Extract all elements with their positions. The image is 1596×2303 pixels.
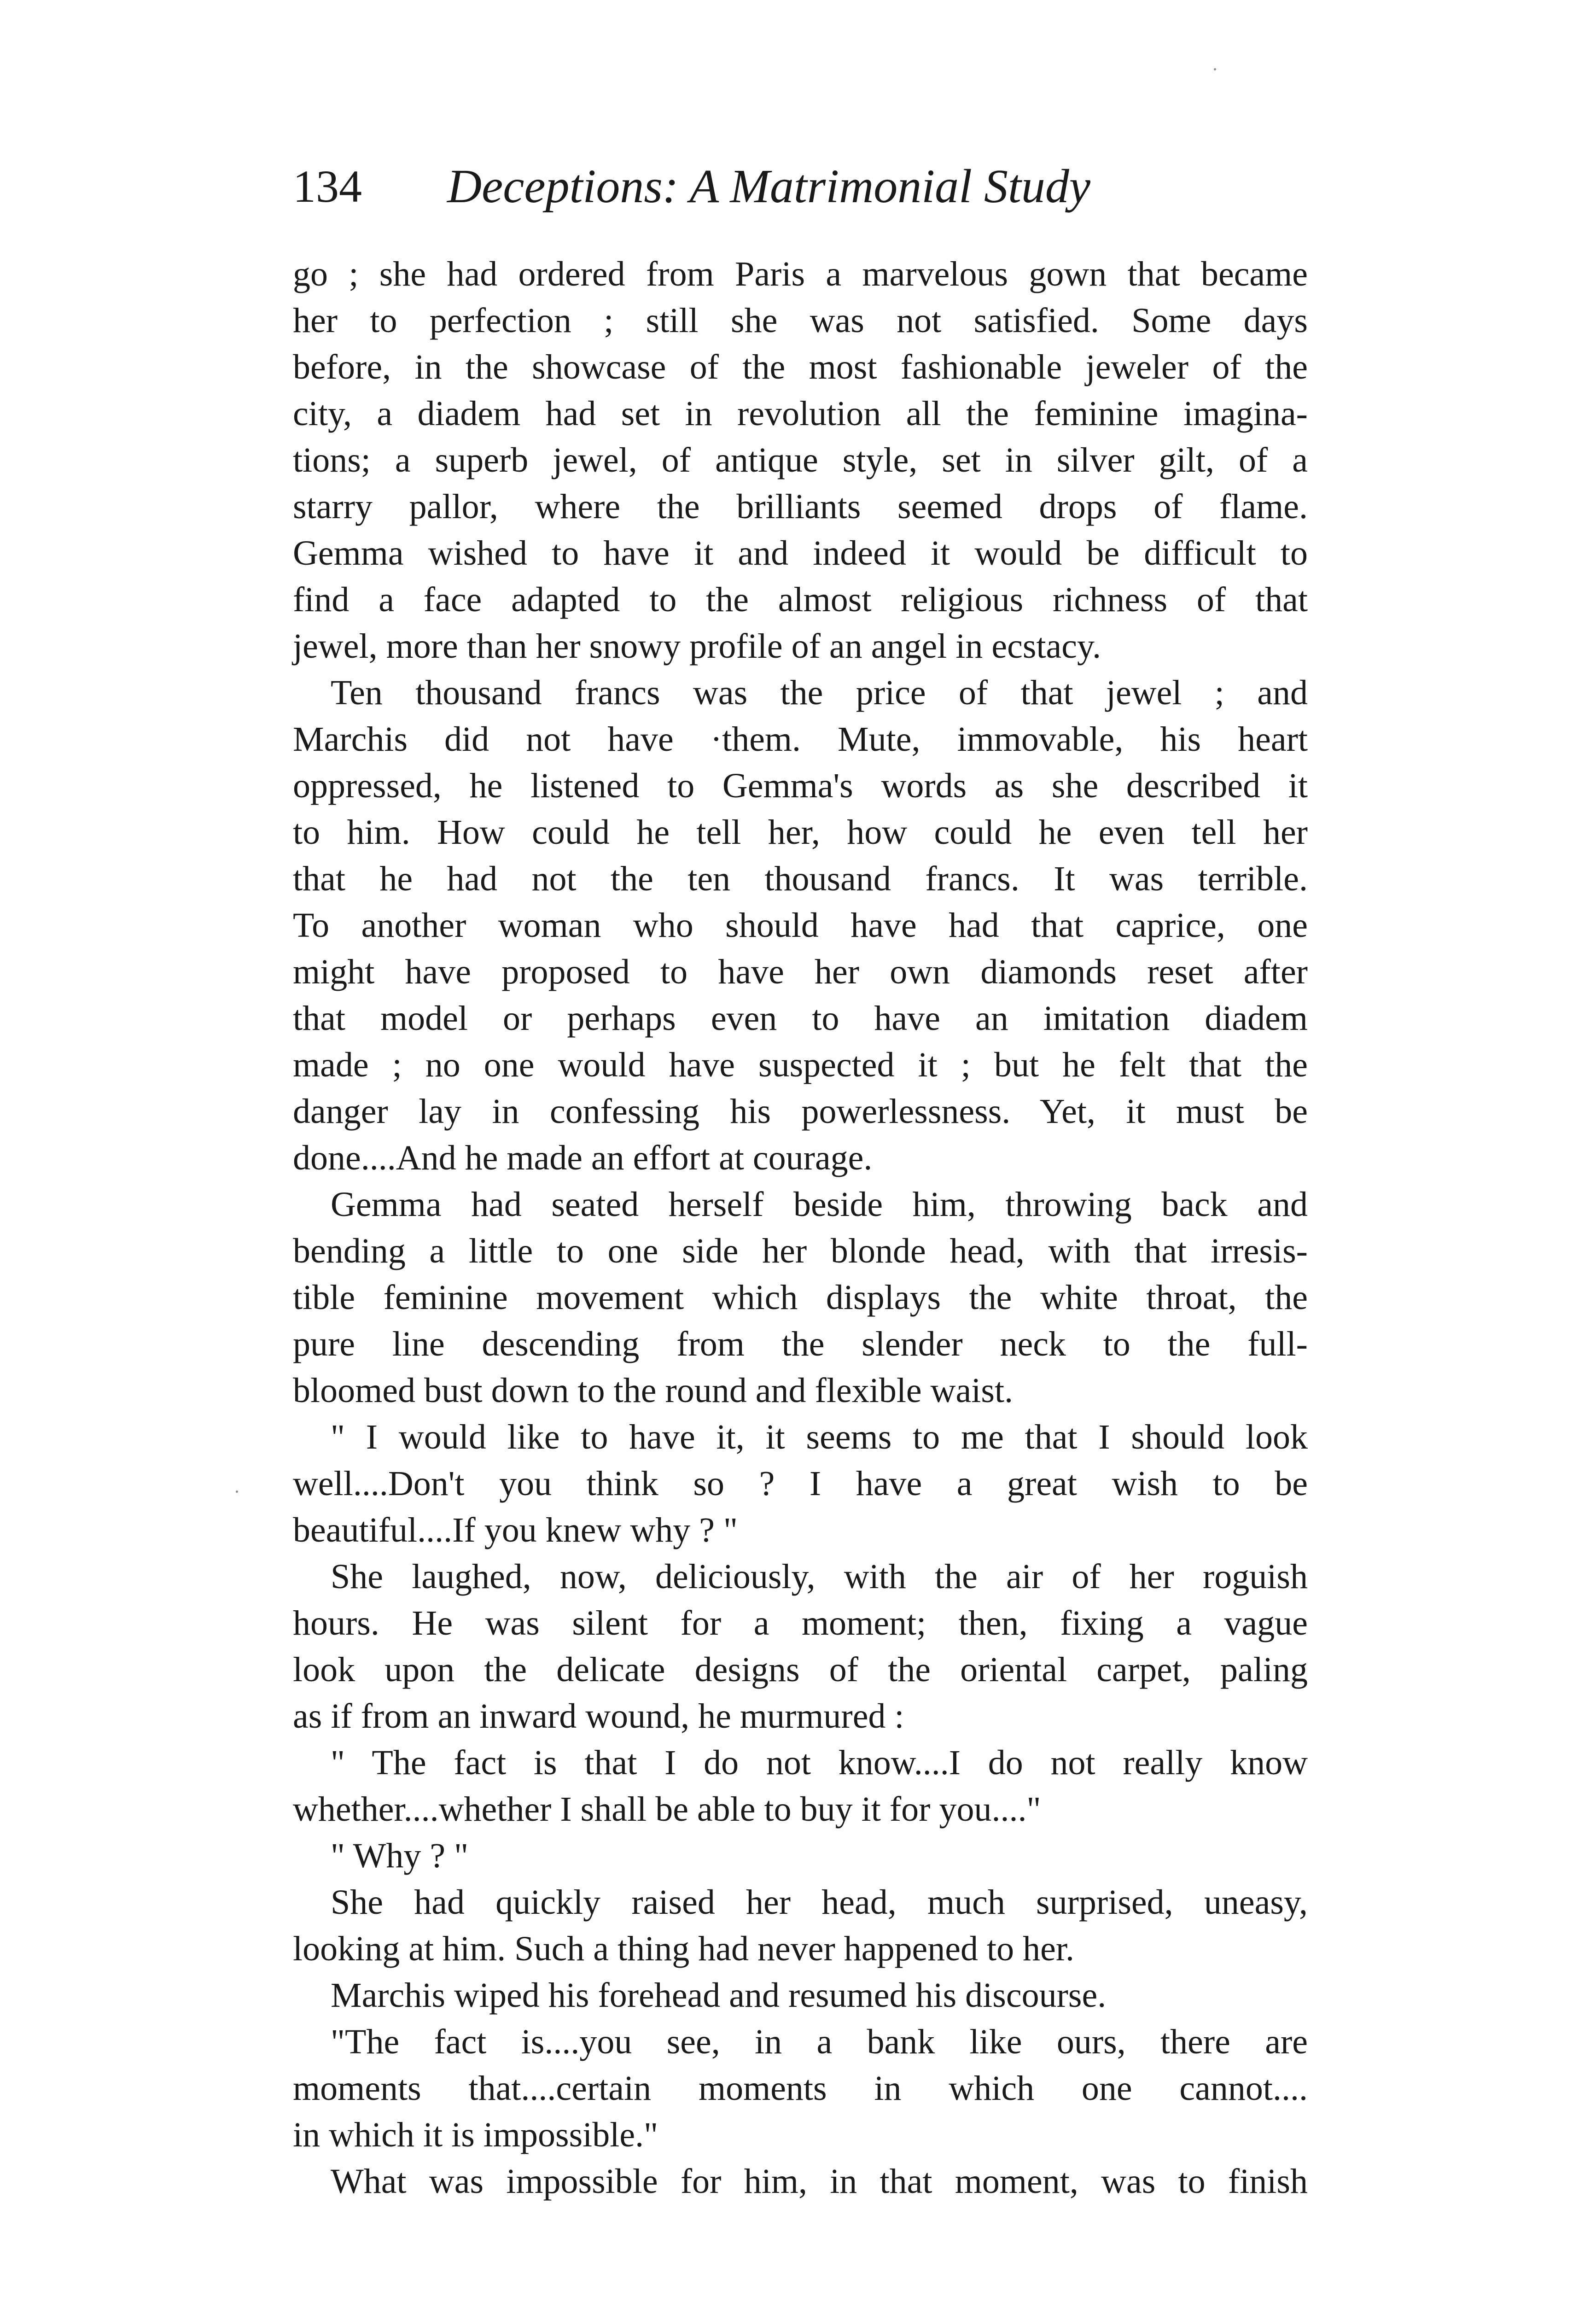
text-line: whether....whether I shall be able to buy it for you...." xyxy=(293,1790,1041,1829)
text-line: her to perfection ; still she was not satisfied. Some days xyxy=(293,301,1308,340)
text-line: Ten thousand francs was the price of that jewel ; and xyxy=(331,673,1308,712)
text-line: She laughed, now, deliciously, with the air of her roguish xyxy=(331,1557,1308,1596)
text-line: " Why ? " xyxy=(331,1836,469,1875)
text-line: that model or perhaps even to have an imitation diadem xyxy=(293,999,1308,1038)
text-line: jewel, more than her snowy profile of an angel in ecstacy. xyxy=(293,627,1101,666)
text-line: done....And he made an effort at courage. xyxy=(293,1139,873,1177)
text-line: " I would like to have it, it seems to me that I should look xyxy=(331,1418,1308,1456)
text-line: Marchis did not have ·them. Mute, immovable, his heart xyxy=(293,720,1308,759)
text-line: bending a little to one side her blonde head, with that irresis- xyxy=(293,1232,1308,1270)
text-line: Marchis wiped his forehead and resumed his discourse. xyxy=(331,1976,1107,2015)
page-number: 134 xyxy=(293,161,362,212)
text-line: to him. How could he tell her, how could he even tell her xyxy=(293,813,1308,852)
running-title: Deceptions: A Matrimonial Study xyxy=(447,160,1091,213)
text-line: hours. He was silent for a moment; then, fixing a vague xyxy=(293,1604,1308,1642)
text-line: might have proposed to have her own diamonds reset after xyxy=(293,953,1308,991)
running-header xyxy=(293,154,1306,219)
text-line: She had quickly raised her head, much surprised, uneasy, xyxy=(331,1883,1308,1922)
text-line: starry pallor, where the brilliants seemed drops of flame. xyxy=(293,487,1308,526)
text-line: " The fact is that I do not know....I do not really know xyxy=(331,1743,1308,1782)
body-text xyxy=(293,251,1308,2205)
text-line: danger lay in confessing his powerlessness. Yet, it must be xyxy=(293,1092,1308,1131)
text-line: tible feminine movement which displays the white throat, the xyxy=(293,1278,1308,1317)
text-line: looking at him. Such a thing had never happened to her. xyxy=(293,1929,1074,1968)
text-line: made ; no one would have suspected it ; but he felt that the xyxy=(293,1046,1308,1084)
paper-speck xyxy=(1214,68,1216,70)
text-line: well....Don't you think so ? I have a great wish to be xyxy=(293,1464,1308,1503)
text-line: moments that....certain moments in which one cannot.... xyxy=(293,2069,1308,2108)
text-line: pure line descending from the slender neck to the full- xyxy=(293,1325,1308,1363)
text-line: What was impossible for him, in that moment, was to finish xyxy=(331,2162,1308,2201)
text-line: To another woman who should have had that caprice, one xyxy=(293,906,1308,945)
text-line: find a face adapted to the almost religious richness of that xyxy=(293,580,1308,619)
text-line: city, a diadem had set in revolution all the feminine imagina- xyxy=(293,394,1308,433)
text-line: in which it is impossible." xyxy=(293,2116,658,2154)
paper-speck xyxy=(236,1491,238,1493)
text-line: "The fact is....you see, in a bank like ours, there are xyxy=(331,2022,1308,2061)
text-line: look upon the delicate designs of the oriental carpet, paling xyxy=(293,1650,1308,1689)
text-line: Gemma wished to have it and indeed it would be difficult to xyxy=(293,534,1308,573)
text-line: oppressed, he listened to Gemma's words as she described it xyxy=(293,766,1308,805)
text-line: before, in the showcase of the most fashionable jeweler of the xyxy=(293,348,1308,386)
text-line: Gemma had seated herself beside him, throwing back and xyxy=(331,1185,1308,1224)
text-line: beautiful....If you knew why ? " xyxy=(293,1511,738,1549)
text-line: that he had not the ten thousand francs. It was terrible. xyxy=(293,859,1308,898)
text-line: go ; she had ordered from Paris a marvelous gown that became xyxy=(293,255,1308,293)
text-line: tions; a superb jewel, of antique style, set in silver gilt, of a xyxy=(293,441,1308,479)
text-line: bloomed bust down to the round and flexible waist. xyxy=(293,1371,1014,1410)
text-line: as if from an inward wound, he murmured : xyxy=(293,1697,904,1736)
